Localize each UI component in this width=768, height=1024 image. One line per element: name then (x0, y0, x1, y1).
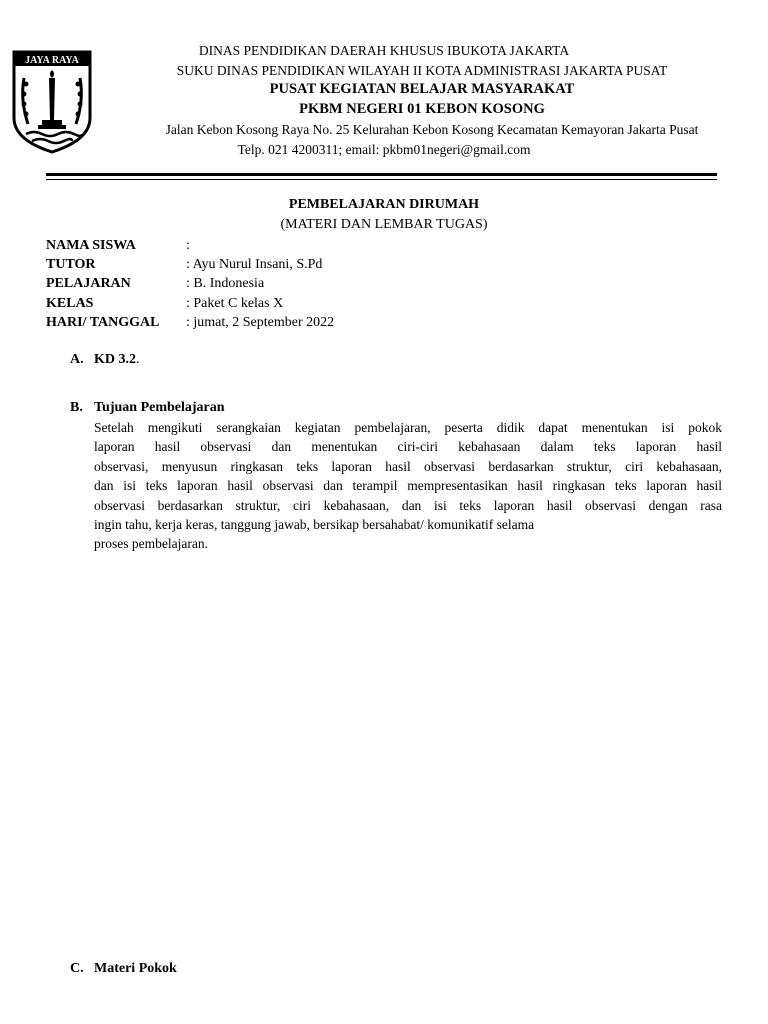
header-line-2: SUKU DINAS PENDIDIKAN WILAYAH II KOTA ADMINISTRASI JAKARTA PUSAT (176, 63, 668, 78)
paragraph-line: Setelah mengikuti serangkaian kegiatan pembelajaran, peserta didik dapat menentukan isi pokok (94, 420, 722, 435)
section-a-suffix: . (136, 352, 140, 367)
info-value: : Ayu Nurul Insani, S.Pd (186, 257, 323, 273)
info-value: : (186, 238, 190, 253)
section-b-paragraph (94, 418, 722, 554)
info-row (46, 313, 334, 332)
paragraph-line: observasi, menyusun ringkasan teks laporan hasil observasi berdasarkan struktur, ciri kebahasaan, (94, 458, 722, 474)
header-contact: Telp. 021 4200311; email: pkbm01negeri@gmail.com (237, 142, 531, 157)
section-a-heading (70, 352, 140, 368)
header-line-1: DINAS PENDIDIKAN DAERAH KHUSUS IBUKOTA JAKARTA (198, 43, 570, 58)
paragraph-line: proses pembelajaran. (94, 536, 208, 552)
section-a-title: KD 3.2 (94, 352, 136, 367)
info-label: NAMA SISWA (46, 238, 136, 253)
info-label: KELAS (46, 295, 94, 311)
section-b-title: Tujuan Pembelajaran (94, 400, 225, 415)
info-label: TUTOR (46, 257, 96, 273)
section-a-letter: A. (70, 352, 84, 367)
doc-subtitle: (MATERI DAN LEMBAR TUGAS) (280, 217, 488, 232)
header-line-3: PUSAT KEGIATAN BELAJAR MASYARAKAT (269, 81, 575, 97)
info-row (46, 255, 334, 274)
info-label: PELAJARAN (46, 276, 131, 292)
letterhead-rule-thick (46, 173, 717, 176)
info-row (46, 274, 334, 293)
section-c-heading (70, 961, 177, 977)
section-c-title: Materi Pokok (94, 961, 177, 976)
section-c-letter: C. (70, 961, 84, 976)
section-b-heading (70, 400, 225, 416)
header-address: Jalan Kebon Kosong Raya No. 25 Kelurahan Kebon Kosong Kecamatan Kemayoran Jakarta Pusat (165, 122, 699, 137)
info-value: : B. Indonesia (186, 276, 265, 292)
paragraph-line: observasi berdasarkan struktur, ciri kebahasaan, dan isi teks laporan hasil observasi dengan rasa (94, 497, 722, 513)
info-value: : Paket C kelas X (186, 295, 284, 311)
info-label: HARI/ TANGGAL (46, 314, 160, 330)
doc-title: PEMBELAJARAN DIRUMAH (288, 197, 480, 212)
info-row (46, 236, 334, 255)
letterhead-rule-thin (46, 179, 717, 180)
info-value: : jumat, 2 September 2022 (186, 314, 335, 330)
section-b-letter: B. (70, 400, 83, 415)
paragraph-line: dan isi teks laporan hasil observasi dan terampil mempresentasikan hasil ringkasan teks laporan hasil (94, 478, 722, 494)
info-row (46, 294, 334, 313)
logo-text: JAYA RAYA (25, 55, 79, 66)
paragraph-line: ingin tahu, kerja keras, tanggung jawab, bersikap bersahabat/ komunikatif selama (94, 516, 535, 532)
student-info-block (46, 236, 334, 332)
paragraph-line: laporan hasil observasi dan menentukan ciri-ciri kebahasaan dalam teks laporan hasil (94, 439, 722, 455)
header-line-4: PKBM NEGERI 01 KEBON KOSONG (299, 101, 545, 117)
